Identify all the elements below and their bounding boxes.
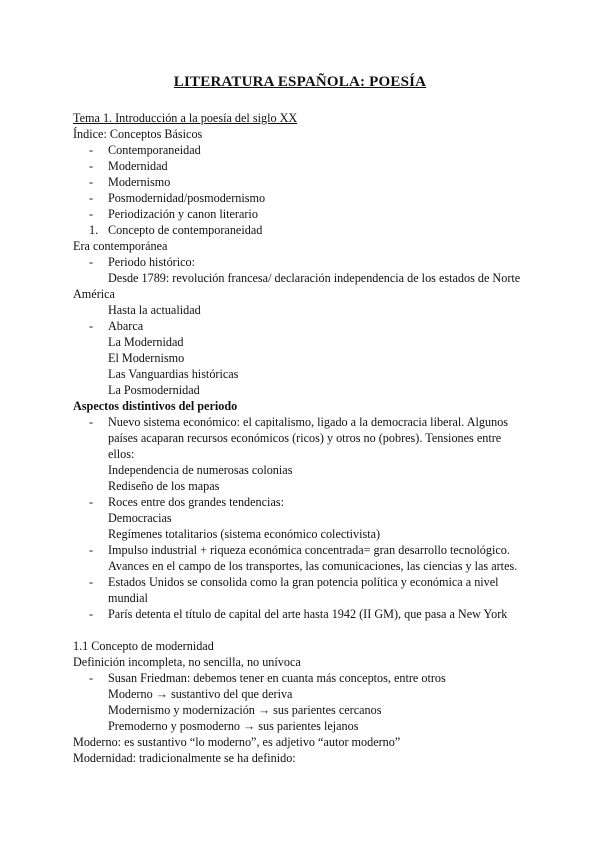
text-line: Premoderno y posmoderno → sus parientes lejanos [108,719,359,733]
text-line: Modernismo y modernización → sus parientes cercanos [108,703,382,717]
list-item: - Estados Unidos se consolida como la gran potencia política y económica a nivel [89,575,499,589]
list-item: - Periodo histórico: [89,255,195,269]
text-line: El Modernismo [108,351,185,365]
text-line: Modernidad: tradicionalmente se ha definido: [73,751,296,765]
document-body [73,110,528,766]
number-marker: 1. [89,223,99,237]
text-line: América [73,287,115,301]
dash-marker: - [89,495,94,509]
text-line: Rediseño de los mapas [108,479,220,493]
text-line: mundial [108,591,148,605]
text-line: Desde 1789: revolución francesa/ declaración independencia de los estados de Norte [108,271,521,285]
text-line: Avances en el campo de los transportes, las comunicaciones, las ciencias y las artes. [108,559,518,573]
text-line: Regímenes totalitarios (sistema económico colectivista) [108,527,381,541]
spacer [73,622,528,638]
index-item: - Modernidad [89,159,168,173]
text-line: Independencia de numerosas colonias [108,463,293,477]
dash-marker: - [89,175,94,189]
index-item: - Posmodernidad/posmodernismo [89,191,266,205]
dash-marker: - [89,543,94,557]
text-line: Definición incompleta, no sencilla, no unívoca [73,655,301,669]
section-heading-tema: Tema 1. Introducción a la poesía del siglo XX [73,111,298,125]
text-line: Hasta la actualidad [108,303,201,317]
list-item: - Nuevo sistema económico: el capitalismo, ligado a la democracia liberal. Algunos [89,415,509,429]
dash-marker: - [89,159,94,173]
dash-marker: - [89,415,94,429]
document-title: LITERATURA ESPAÑOLA: POESÍA [173,74,427,90]
index-item: - Contemporaneidad [89,143,201,157]
index-item: - Periodización y canon literario [89,207,258,221]
list-item: - Abarca [89,319,144,333]
dash-marker: - [89,143,94,157]
subsection-heading: 1.1 Concepto de modernidad [73,639,214,653]
list-item: - Susan Friedman: debemos tener en cuanta más conceptos, entre otros [89,671,446,685]
index-item: - Modernismo [89,175,171,189]
text-line: Democracias [108,511,172,525]
text-line: países acaparan recursos económicos (ricos) y otros no (pobres). Tensiones entre [108,431,502,445]
list-item: - París detenta el título de capital del arte hasta 1942 (II GM), que pasa a New York [89,607,508,621]
dash-marker: - [89,671,94,685]
aspectos-heading: Aspectos distintivos del periodo [73,399,238,413]
text-line: La Modernidad [108,335,184,349]
text-line: La Posmodernidad [108,383,200,397]
text-line: Moderno → sustantivo del que deriva [108,687,293,701]
dash-marker: - [89,319,94,333]
numbered-heading: 1. Concepto de contemporaneidad [89,223,263,237]
list-item: - Roces entre dos grandes tendencias: [89,495,284,509]
text-line: Moderno: es sustantivo “lo moderno”, es adjetivo “autor moderno” [73,735,401,749]
era-heading: Era contemporánea [73,239,168,253]
dash-marker: - [89,575,94,589]
text-line: ellos: [108,447,135,461]
text-line: Las Vanguardias históricas [108,367,239,381]
dash-marker: - [89,191,94,205]
index-heading: Índice: Conceptos Básicos [73,127,203,141]
dash-marker: - [89,607,94,621]
dash-marker: - [89,255,94,269]
dash-marker: - [89,207,94,221]
list-item: - Impulso industrial + riqueza económica concentrada= gran desarrollo tecnológico. [89,543,510,557]
